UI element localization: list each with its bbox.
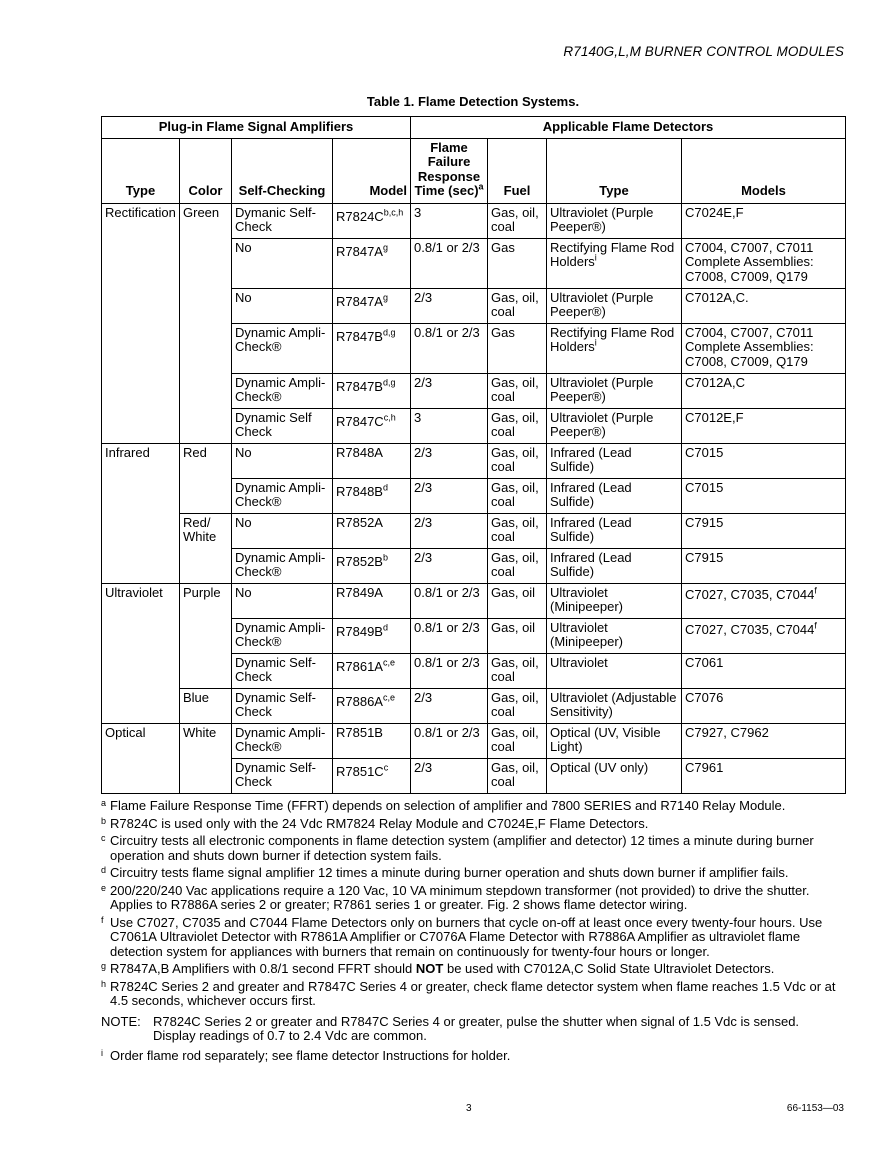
models-text: C7927, C7962 <box>685 724 769 740</box>
cell-detector-type <box>547 618 682 653</box>
model-footnote-mark: d,g <box>382 327 396 338</box>
cell-self-checking: Dynamic Self-Check <box>232 653 333 688</box>
cell-models <box>682 513 846 548</box>
detector-type-footnote-mark: i <box>594 337 597 348</box>
cell-ffrt: 2/3 <box>411 443 488 478</box>
detector-type-text: Optical (UV only) <box>550 759 649 775</box>
detector-type-text: Rectifying Flame Rod Holders <box>550 324 675 354</box>
cell-type: Infrared <box>102 443 180 583</box>
cell-model <box>333 478 411 513</box>
footnote-d <box>101 866 845 881</box>
model-text: R7849A <box>336 584 383 600</box>
models-text: C7961 <box>685 759 724 775</box>
model-text: R7852B <box>336 553 383 569</box>
footnote-a <box>101 799 845 814</box>
cell-models <box>682 583 846 618</box>
table-row <box>102 203 846 238</box>
detector-type-text: Ultraviolet <box>550 654 608 670</box>
models-text: C7012A,C <box>685 374 745 390</box>
cell-self-checking: Dynamic Ampli-Check® <box>232 323 333 373</box>
cell-detector-type <box>547 203 682 238</box>
model-text: R7848B <box>336 483 383 499</box>
models-text: C7915 <box>685 549 724 565</box>
cell-model <box>333 238 411 288</box>
model-text: R7849B <box>336 623 383 639</box>
cell-model <box>333 203 411 238</box>
footnote-text: R7847A,B Amplifiers with 0.8/1 second FFRT should <box>110 961 416 976</box>
models-text: C7012A,C. <box>685 289 749 305</box>
table-row <box>102 513 846 548</box>
footnote-text: 200/220/240 Vac applications require a 120 Vac, 10 VA minimum stepdown transformer (not provided) to drive the shutter. Applies to R7886A series 2 or greater; R7861 series 1 or greater. Fig. 2 shows flame detector wiring. <box>110 882 810 912</box>
cell-detector-type <box>547 288 682 323</box>
page-number: 3 <box>466 1103 472 1114</box>
col-header-detector-type: Type <box>547 138 682 203</box>
cell-ffrt: 0.8/1 or 2/3 <box>411 618 488 653</box>
models-text: C7024E,F <box>685 204 744 220</box>
col-header-ffrt-text: Flame Failure Response Time (sec) <box>414 139 481 198</box>
footnote-text: Use C7027, C7035 and C7044 Flame Detectors only on burners that cycle on-off at least once every twenty-four hours. Use C7061A Ultraviolet Detector with R7861A Amplifier or C7076A Flame Detector with R7886A Amplifier as ultraviolet flame detection system for appliances with burners that remain on continuously for twenty-four hours or longer. <box>110 914 823 959</box>
cell-detector-type <box>547 238 682 288</box>
table-caption: Table 1. Flame Detection Systems. <box>366 94 580 109</box>
col-header-ffrt <box>411 138 488 203</box>
footnote-f <box>101 916 845 960</box>
cell-models <box>682 238 846 288</box>
table-row <box>102 583 846 618</box>
cell-fuel: Gas, oil, coal <box>488 478 547 513</box>
footnote-text: R7824C Series 2 and greater and R7847C Series 4 or greater, check flame detector system when flame reaches 1.5 Vdc or at 4.5 seconds, whichever occurs first. <box>110 978 836 1008</box>
cell-models <box>682 723 846 758</box>
footnote-text: Flame Failure Response Time (FFRT) depends on selection of amplifier and 7800 SERIES and R7140 Relay Module. <box>110 798 786 813</box>
cell-ffrt: 0.8/1 or 2/3 <box>411 323 488 373</box>
cell-models <box>682 373 846 408</box>
cell-detector-type <box>547 478 682 513</box>
detector-type-text: Optical (UV, Visible Light) <box>550 724 661 754</box>
models-text: C7027, C7035, C7044 <box>685 586 815 602</box>
cell-ffrt: 3 <box>411 203 488 238</box>
cell-fuel: Gas, oil, coal <box>488 723 547 758</box>
cell-color: Blue <box>180 688 232 723</box>
cell-type: Optical <box>102 723 180 793</box>
footnote-mark: g <box>101 961 107 971</box>
cell-fuel: Gas, oil, coal <box>488 513 547 548</box>
cell-fuel: Gas, oil, coal <box>488 373 547 408</box>
footnote-mark: f <box>101 914 104 925</box>
model-footnote-mark: c <box>383 762 389 773</box>
cell-self-checking: No <box>232 443 333 478</box>
cell-models <box>682 688 846 723</box>
detector-type-text: Infrared (Lead Sulfide) <box>550 444 632 474</box>
cell-model <box>333 288 411 323</box>
cell-fuel: Gas, oil, coal <box>488 548 547 583</box>
cell-self-checking: Dynamic Ampli-Check® <box>232 373 333 408</box>
note-label: NOTE: <box>101 1013 141 1029</box>
model-footnote-mark: c,e <box>382 657 395 668</box>
cell-fuel: Gas, oil, coal <box>488 203 547 238</box>
detector-type-text: Ultraviolet (Purple Peeper®) <box>550 374 654 404</box>
footnote-mark: e <box>101 882 107 893</box>
cell-ffrt: 0.8/1 or 2/3 <box>411 653 488 688</box>
cell-self-checking: Dynamic Ampli-Check® <box>232 548 333 583</box>
flame-detection-table <box>101 116 845 794</box>
models-text: C7004, C7007, C7011 Complete Assemblies: C7008, C7009, Q179 <box>685 324 814 369</box>
cell-type: Rectification <box>102 203 180 443</box>
model-text: R7848A <box>336 444 383 460</box>
footnote-e <box>101 884 845 913</box>
col-header-ffrt-sup: a <box>478 181 484 192</box>
cell-color: Red <box>180 443 232 513</box>
model-text: R7847B <box>336 378 383 394</box>
col-header-models: Models <box>682 138 846 203</box>
model-footnote-mark: b,c,h <box>383 207 404 218</box>
cell-detector-type <box>547 373 682 408</box>
cell-color: Red/ White <box>180 513 232 583</box>
cell-self-checking: Dynamic Self-Check <box>232 758 333 793</box>
group-header-amplifiers: Plug-in Flame Signal Amplifiers <box>102 117 411 139</box>
model-text: R7886A <box>336 693 383 709</box>
models-text: C7015 <box>685 479 724 495</box>
table-row <box>102 723 846 758</box>
cell-ffrt: 0.8/1 or 2/3 <box>411 583 488 618</box>
footnote-mark: d <box>101 865 107 875</box>
model-footnote-mark: g <box>382 242 388 253</box>
cell-models <box>682 758 846 793</box>
models-footnote-mark: f <box>814 585 817 596</box>
model-text: R7847A <box>336 293 383 309</box>
cell-model <box>333 758 411 793</box>
detector-type-text: Ultraviolet (Purple Peeper®) <box>550 289 654 319</box>
footnote-mark: c <box>101 833 106 843</box>
col-header-model: Model <box>333 138 411 203</box>
cell-fuel: Gas <box>488 238 547 288</box>
model-footnote-mark: d,g <box>382 377 396 388</box>
footnote-mark: a <box>101 798 107 808</box>
models-footnote-mark: f <box>814 620 817 631</box>
models-text: C7004, C7007, C7011 Complete Assemblies: C7008, C7009, Q179 <box>685 239 814 284</box>
cell-model <box>333 618 411 653</box>
cell-model <box>333 373 411 408</box>
cell-ffrt: 3 <box>411 408 488 443</box>
model-footnote-mark: b <box>382 552 388 563</box>
cell-fuel: Gas, oil, coal <box>488 288 547 323</box>
cell-model <box>333 323 411 373</box>
cell-ffrt: 2/3 <box>411 548 488 583</box>
cell-model <box>333 513 411 548</box>
cell-model <box>333 723 411 758</box>
cell-models <box>682 618 846 653</box>
cell-detector-type <box>547 723 682 758</box>
model-text: R7847A <box>336 243 383 259</box>
model-text: R7852A <box>336 514 383 530</box>
cell-fuel: Gas <box>488 323 547 373</box>
document-number: 66-1153—03 <box>786 1103 844 1114</box>
footnote-text: R7824C is used only with the 24 Vdc RM7824 Relay Module and C7024E,F Flame Detectors. <box>110 815 649 831</box>
model-footnote-mark: g <box>382 292 388 303</box>
cell-self-checking: Dynamic Self-Check <box>232 688 333 723</box>
model-text: R7847B <box>336 328 383 344</box>
detector-type-text: Ultraviolet (Purple Peeper®) <box>550 409 654 439</box>
cell-model <box>333 408 411 443</box>
model-text: R7851C <box>336 763 384 779</box>
footnote-text: Order flame rod separately; see flame detector Instructions for holder. <box>110 1047 511 1063</box>
detector-type-text: Infrared (Lead Sulfide) <box>550 549 632 579</box>
model-footnote-mark: d <box>382 482 388 493</box>
cell-ffrt: 2/3 <box>411 758 488 793</box>
models-text: C7061 <box>685 654 724 670</box>
col-header-fuel: Fuel <box>488 138 547 203</box>
cell-fuel: Gas, oil, coal <box>488 443 547 478</box>
col-header-color: Color <box>180 138 232 203</box>
cell-model <box>333 548 411 583</box>
cell-self-checking: Dynamic Self Check <box>232 408 333 443</box>
cell-ffrt: 2/3 <box>411 478 488 513</box>
cell-self-checking: No <box>232 238 333 288</box>
detector-type-text: Infrared (Lead Sulfide) <box>550 479 632 509</box>
table-row <box>102 688 846 723</box>
cell-models <box>682 408 846 443</box>
table-row <box>102 443 846 478</box>
cell-ffrt: 0.8/1 or 2/3 <box>411 238 488 288</box>
cell-models <box>682 203 846 238</box>
footnote-mark: h <box>101 978 107 989</box>
model-text: R7851B <box>336 724 383 740</box>
group-header-detectors: Applicable Flame Detectors <box>411 117 846 139</box>
cell-self-checking: No <box>232 288 333 323</box>
footnote-mark: i <box>101 1047 103 1058</box>
note <box>101 1015 845 1044</box>
cell-ffrt: 0.8/1 or 2/3 <box>411 723 488 758</box>
models-text: C7915 <box>685 514 724 530</box>
cell-self-checking: No <box>232 583 333 618</box>
footnote-text: be used with C7012A,C Solid State Ultraviolet Detectors. <box>443 961 775 976</box>
cell-self-checking: No <box>232 513 333 548</box>
cell-detector-type <box>547 548 682 583</box>
model-text: R7861A <box>336 658 383 674</box>
footnote-i <box>101 1049 845 1064</box>
cell-detector-type <box>547 513 682 548</box>
cell-ffrt: 2/3 <box>411 688 488 723</box>
col-header-self-checking: Self-Checking <box>232 138 333 203</box>
cell-ffrt: 2/3 <box>411 513 488 548</box>
model-footnote-mark: d <box>382 622 388 633</box>
cell-fuel: Gas, oil <box>488 618 547 653</box>
cell-models <box>682 478 846 513</box>
cell-type: Ultraviolet <box>102 583 180 723</box>
cell-model <box>333 688 411 723</box>
cell-detector-type <box>547 323 682 373</box>
cell-models <box>682 548 846 583</box>
cell-self-checking: Dynamic Ampli-Check® <box>232 723 333 758</box>
cell-detector-type <box>547 443 682 478</box>
table-body <box>102 203 846 793</box>
cell-detector-type <box>547 583 682 618</box>
footnote-text: Circuitry tests flame signal amplifier 12 times a minute during burner operation and shuts down burner if amplifier fails. <box>110 865 789 880</box>
cell-model <box>333 443 411 478</box>
footnote-c <box>101 834 845 863</box>
cell-ffrt: 2/3 <box>411 373 488 408</box>
cell-fuel: Gas, oil <box>488 583 547 618</box>
footnote-h <box>101 980 845 1009</box>
cell-fuel: Gas, oil, coal <box>488 408 547 443</box>
model-footnote-mark: c,e <box>382 692 395 703</box>
cell-models <box>682 288 846 323</box>
cell-color: Purple <box>180 583 232 688</box>
note-text: R7824C Series 2 or greater and R7847C Series 4 or greater, pulse the shutter when signal of 1.5 Vdc is sensed. Display readings of 0.7 to 2.4 Vdc are common. <box>153 1013 800 1043</box>
col-header-type: Type <box>102 138 180 203</box>
cell-models <box>682 653 846 688</box>
cell-models <box>682 323 846 373</box>
cell-self-checking: Dynamic Ampli-Check® <box>232 618 333 653</box>
cell-fuel: Gas, oil, coal <box>488 758 547 793</box>
detector-type-footnote-mark: i <box>594 252 597 263</box>
cell-fuel: Gas, oil, coal <box>488 653 547 688</box>
cell-ffrt: 2/3 <box>411 288 488 323</box>
running-header: R7140G,L,M BURNER CONTROL MODULES <box>563 44 844 59</box>
cell-detector-type <box>547 758 682 793</box>
detector-type-text: Ultraviolet (Minipeeper) <box>550 584 623 614</box>
footnotes <box>101 799 845 1066</box>
cell-color: Green <box>180 203 232 443</box>
models-text: C7076 <box>685 689 724 705</box>
footnote-b <box>101 817 845 832</box>
footnote-g <box>101 962 845 977</box>
detector-type-text: Ultraviolet (Purple Peeper®) <box>550 204 654 234</box>
model-text: R7824C <box>336 208 384 224</box>
cell-detector-type <box>547 653 682 688</box>
cell-detector-type <box>547 408 682 443</box>
detector-type-text: Ultraviolet (Adjustable Sensitivity) <box>550 689 677 719</box>
model-text: R7847C <box>336 413 384 429</box>
footnote-mark: b <box>101 815 107 826</box>
detector-type-text: Ultraviolet (Minipeeper) <box>550 619 623 649</box>
cell-model <box>333 583 411 618</box>
cell-detector-type <box>547 688 682 723</box>
cell-self-checking: Dymanic Self-Check <box>232 203 333 238</box>
cell-color: White <box>180 723 232 793</box>
models-text: C7015 <box>685 444 724 460</box>
models-text: C7012E,F <box>685 409 744 425</box>
cell-models <box>682 443 846 478</box>
cell-self-checking: Dynamic Ampli-Check® <box>232 478 333 513</box>
footnote-text: Circuitry tests all electronic components in flame detection system (amplifier and detector) 12 times a minute during burner operation and shuts down burner if detection system fails. <box>110 833 814 863</box>
detector-type-text: Rectifying Flame Rod Holders <box>550 239 675 269</box>
models-text: C7027, C7035, C7044 <box>685 621 815 637</box>
model-footnote-mark: c,h <box>383 412 396 423</box>
cell-model <box>333 653 411 688</box>
cell-fuel: Gas, oil, coal <box>488 688 547 723</box>
detector-type-text: Infrared (Lead Sulfide) <box>550 514 632 544</box>
footnote-text-bold: NOT <box>415 961 444 976</box>
